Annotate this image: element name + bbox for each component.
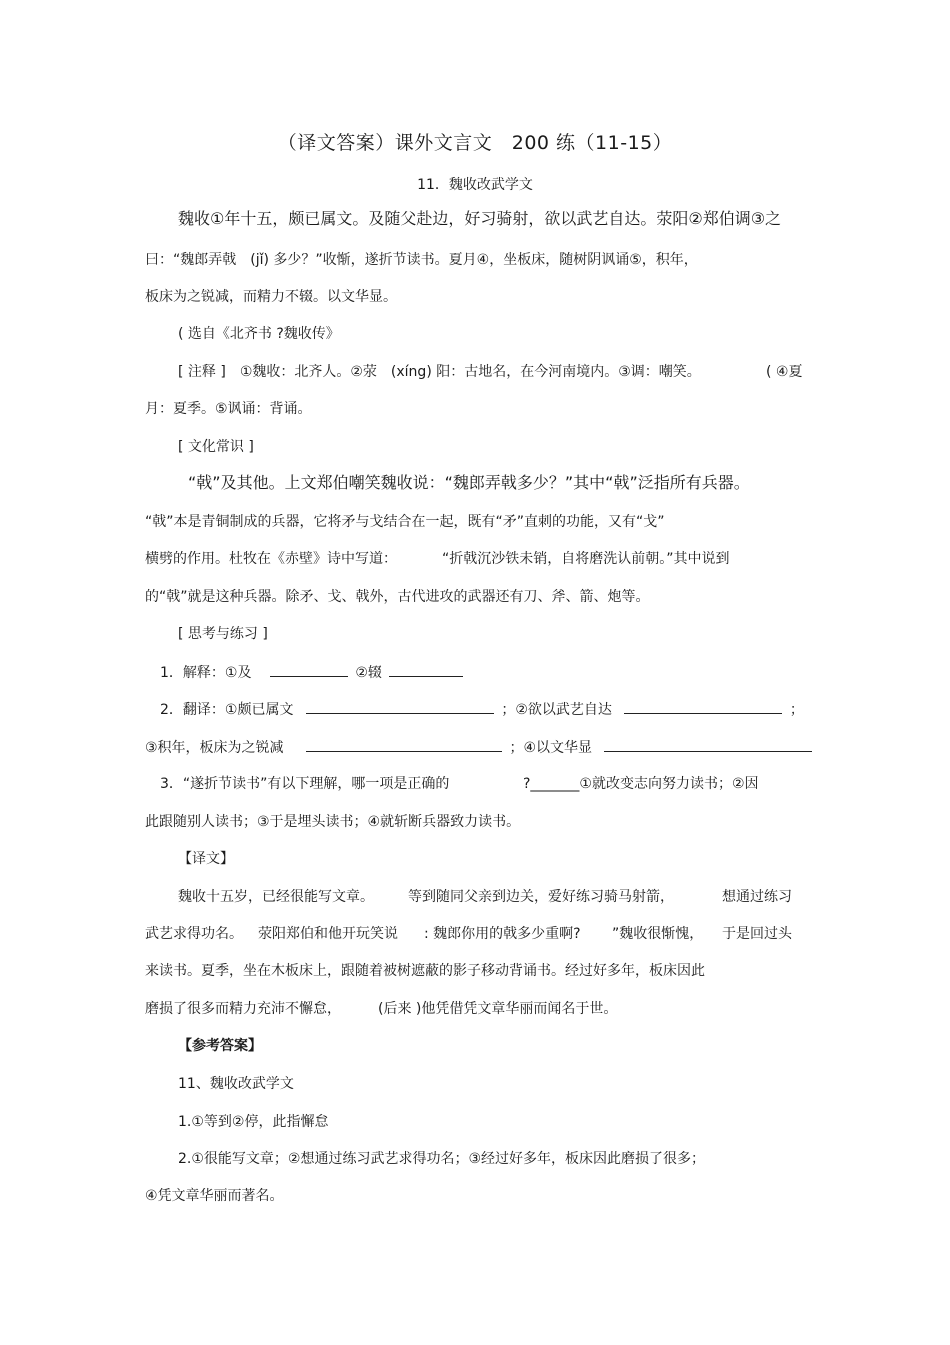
question-2-cont: [145, 737, 815, 758]
section-title: 11．魏收改武学文: [417, 177, 533, 193]
question-3-line-1: 3．“遂折节读书”有以下理解，哪一项是正确的: [160, 776, 450, 792]
translation-heading: 【译文】: [178, 851, 234, 867]
question-1: [160, 662, 466, 683]
answer-blank: [306, 699, 494, 714]
culture-heading: [ 文化常识 ]: [178, 439, 254, 455]
translation-line-2b: 荥阳郑伯和他开玩笑说: [258, 926, 398, 942]
translation-line-2a: 武艺求得功名。: [145, 926, 243, 942]
culture-line-3-quote: “折戟沉沙铁未销，自将磨洗认前朝。”其中说到: [442, 551, 730, 567]
answer-2-cont: ④凭文章华丽而著名。: [145, 1188, 284, 1204]
answer-blank: [604, 737, 812, 752]
translation-line-2e: 于是回过头: [722, 926, 792, 942]
translation-line-3: 来读书。夏季，坐在木板床上，跟随着被树遮蔽的影子移动背诵书。经过好多年，板床因此: [145, 963, 705, 979]
translation-line-2c: : 魏郎你用的戟多少重啊?: [424, 926, 581, 942]
notes-line-1-end: ( ④夏: [766, 364, 803, 380]
translation-line-2d: ”魏收很惭愧，: [612, 926, 704, 942]
document-title: （译文答案）课外文言文 200 练（11-15）: [277, 132, 673, 154]
answers-title: 11、魏收改武学文: [178, 1076, 294, 1092]
translation-line-1a: 魏收十五岁，已经很能写文章。: [178, 889, 374, 905]
translation-line-1b: 等到随同父亲到边关，爱好练习骑马射箭，: [408, 889, 674, 905]
translation-line-4b: (后来 )他凭借凭文章华丽而闻名于世。: [378, 1001, 618, 1017]
answer-1: 1.①等到②停，此指懈怠: [178, 1114, 329, 1130]
question-3-options: ?_______①就改变志向努力读书；②因: [523, 776, 759, 792]
question-3-line-2: 此跟随别人读书；③于是埋头读书；④就斩断兵器致力读书。: [145, 814, 521, 830]
question-1-part-a: 1．解释：①及: [160, 665, 252, 681]
answer-blank: [306, 737, 502, 752]
question-1-part-b: ②辍: [355, 665, 382, 681]
source-citation: ( 选自《北齐书 ?魏收传》: [178, 326, 340, 342]
culture-line-4: 的“戟”就是这种兵器。除矛、戈、戟外，古代进攻的武器还有刀、斧、箭、炮等。: [145, 589, 650, 605]
answer-2: 2.①很能写文章；②想通过练习武艺求得功名；③经过好多年，板床因此磨损了很多；: [178, 1151, 706, 1167]
passage-line-3: 板床为之锐减，而精力不辍。以文华显。: [145, 289, 397, 305]
culture-line-1: “戟”及其他。上文郑伯嘲笑魏收说：“魏郎弄戟多少？”其中“戟”泛指所有兵器。: [188, 473, 750, 492]
answer-blank: [624, 699, 782, 714]
passage-line-1: 魏收①年十五，颇已属文。及随父赴边，好习骑射，欲以武艺自达。荥阳②郑伯调③之: [178, 209, 782, 228]
passage-line-2: 曰：“魏郎弄戟 (jǐ) 多少？”收惭，遂折节读书。夏月④，坐板床，随树阴讽诵⑤，积年，: [145, 252, 698, 268]
culture-line-3: 横劈的作用。杜牧在《赤壁》诗中写道：: [145, 551, 397, 567]
question-2-part-b: ；②欲以武艺自达: [501, 702, 612, 718]
translation-line-1c: 想通过练习: [722, 889, 792, 905]
question-2: [160, 699, 804, 720]
question-2-part-d: ③积年，板床为之锐减: [145, 740, 284, 756]
notes-line-2: 月：夏季。⑤讽诵：背诵。: [145, 401, 312, 417]
question-2-part-c: ；: [789, 702, 804, 718]
answers-heading: 【参考答案】: [178, 1038, 262, 1054]
translation-line-4a: 磨损了很多而精力充沛不懈怠，: [145, 1001, 341, 1017]
answer-blank: [389, 662, 463, 677]
notes-line-1: [ 注释 ] ①魏收：北齐人。②荥 (xíng) 阳：古地名，在今河南境内。③调：嘲笑。: [178, 364, 701, 380]
question-2-part-a: 2．翻译：①颇已属文: [160, 702, 294, 718]
culture-line-2: “戟”本是青铜制成的兵器，它将矛与戈结合在一起，既有“矛”直刺的功能，又有“戈”: [145, 514, 665, 530]
question-2-part-e: ；④以文华显: [509, 740, 593, 756]
exercise-heading: [ 思考与练习 ]: [178, 626, 268, 642]
answer-blank: [270, 662, 348, 677]
